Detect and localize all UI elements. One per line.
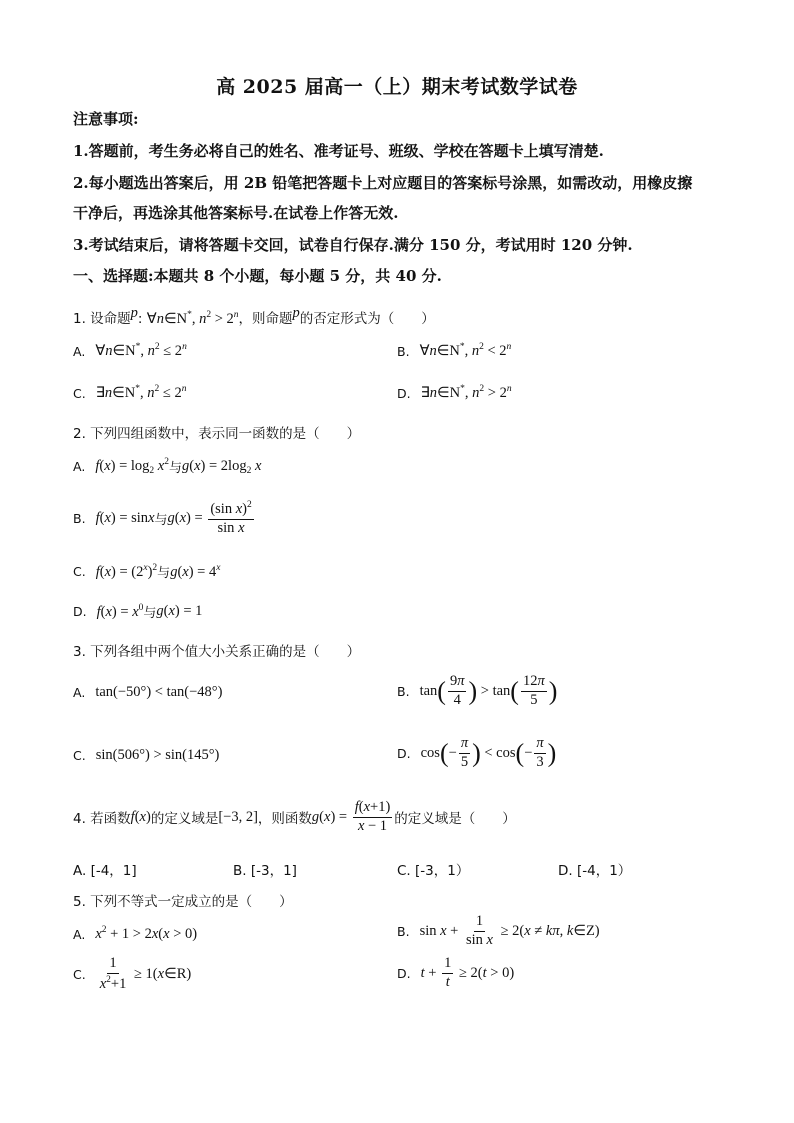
question-3-option-d: D. cos(− $\frac{\pi}{5}$ ) < cos(− $\frac{\pi}{3}$ ) [397,735,557,770]
section-heading: 一、选择题:本题共 8 个小题，每小题 5 分，共 40 分. [73,267,442,285]
question-2-stem: 2. 下列四组函数中，表示同一函数的是（ ） [73,426,361,442]
question-2-option-a: A. $f(x) = \log_2 x^2$ 与 $g(x) = 2\log_2$ x [73,457,262,476]
question-2-option-b: B. f(x) = sinx 与 g(x) = $\frac{(\sin x)^2}{\text{sin x}}$ [73,500,252,536]
question-5-option-c: C. $\frac{1}{x^2+1}$ ≥ 1(x∈R) [73,955,192,992]
note-item-2-line-1: 2.每小题选出答案后，用 2B 铅笔把答题卡上对应题目的答案标号涂黑，如需改动，用橡皮擦 [73,174,693,192]
question-3-option-c: C. sin(506°) > sin(145°) [73,747,220,763]
question-3-stem: 3. 下列各组中两个值大小关系正确的是（ ） [73,644,361,660]
question-4-stem: 4. 若函数 f(x) 的定义域是 [−3, 2] ，则函数 g(x) = $\frac{f(x+1)}{x - 1}$ 的定义域是（ ） [73,799,516,834]
note-item-3: 3.考试结束后，请将答题卡交回，试卷自行保存.满分 150 分，考试用时 120 分钟. [73,236,633,254]
question-1-option-c: C. ∃n∈N*, $n^2 \le 2^n$ [73,384,187,401]
note-item-2-line-2: 干净后，再选涂其他答案标号.在试卷上作答无效. [73,204,399,222]
question-5-option-d: D. t + $\frac{1}{t}$ ≥ 2(t > 0) [397,955,515,990]
question-1-option-a: A. ∀n∈N*, $n^2 \le 2^n$ [73,342,187,359]
question-2-option-c: C. $f(x) = (2^x)^2$ 与 $g(x) = 4^x$ [73,562,221,581]
question-2-option-d: D. $f(x) = x^0$ 与 g(x) = 1 [73,602,203,621]
question-5-option-a: A. $x^2 + 1 > 2x(x > 0)$ [73,925,198,942]
notes-heading: 注意事项: [73,110,139,128]
question-4-option-a: A. [-4，1] [73,863,137,879]
question-1-option-b: B. ∀n∈N*, $n^2 < 2^n$ [397,342,512,359]
question-1-option-d: D. ∃n∈N*, $n^2 > 2^n$ [397,384,512,401]
note-item-1: 1.答题前，考生务必将自己的姓名、准考证号、班级、学校在答题卡上填写清楚. [73,142,604,160]
page-title: 高 2025 届高一（上）期末考试数学试卷 [216,76,578,98]
question-1-stem: 1. 设命题$^p$: ∀n∈N*, $n^2 > 2^n$，则命题$^p$的否定形式为（ ） [73,305,435,327]
question-4-option-d: D. [-4，1） [558,863,632,879]
question-3-option-b: B. tan( $\frac{9\pi}{4}$ ) > tan( $\frac{12\pi}{5}$ ) [397,673,558,708]
question-3-option-a: A. tan(−50°) < tan(−48°) [73,684,223,700]
question-5-option-b: B. sin x + $\frac{1}{\text{sin x}}$ ≥ 2(x ≠ kπ, k∈Z) [397,913,600,948]
question-4-option-b: B. [-3，1] [233,863,297,879]
question-5-stem: 5. 下列不等式一定成立的是（ ） [73,894,293,910]
question-4-option-c: C. [-3，1） [397,863,470,879]
